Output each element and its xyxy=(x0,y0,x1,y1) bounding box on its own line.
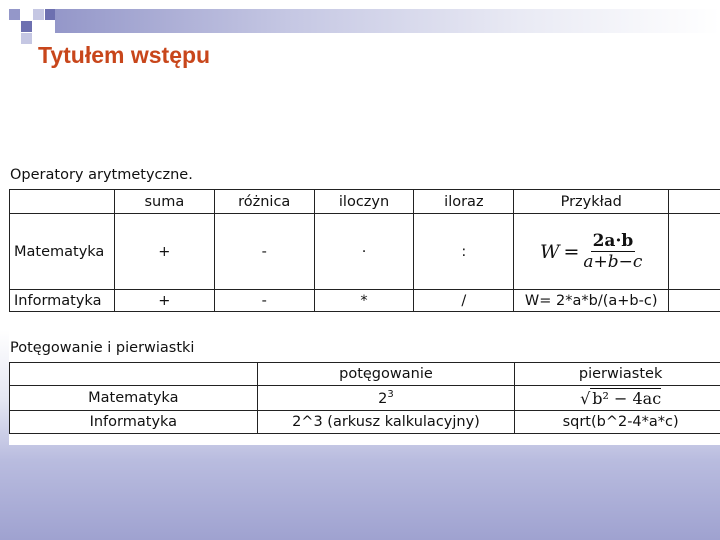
table-cell: - xyxy=(214,290,314,312)
formula-equals: = xyxy=(563,240,580,263)
table-header-cell: pierwiastek xyxy=(515,363,720,386)
table-cell: 2^3 (arkusz kalkulacyjny) xyxy=(257,411,515,434)
decorative-square xyxy=(21,21,32,32)
fraction-numerator: 2a·b xyxy=(592,231,634,251)
table-header-cell xyxy=(10,190,115,214)
row-label: Matematyka xyxy=(10,386,258,411)
decorative-square xyxy=(9,21,20,32)
table-header-cell: iloczyn xyxy=(314,190,414,214)
table-cell: + xyxy=(114,290,214,312)
decorative-square xyxy=(9,9,20,20)
table-cell: * xyxy=(314,290,414,312)
power-exponent: 3 xyxy=(387,389,394,401)
table-header-cell: potęgowanie xyxy=(257,363,515,386)
fraction-denominator: a+b−c xyxy=(583,252,643,272)
decorative-square xyxy=(33,21,44,32)
table-row xyxy=(10,214,720,290)
section-heading-operators: Operatory arytmetyczne. xyxy=(10,167,193,183)
power-base: 2 xyxy=(378,390,388,407)
table-header-cell: suma xyxy=(114,190,214,214)
decorative-square xyxy=(21,33,32,44)
sqrt-formula xyxy=(580,388,661,408)
title-bar-gradient xyxy=(55,9,720,33)
table-empty-cell xyxy=(669,214,720,290)
table-header-row xyxy=(10,363,720,386)
row-label: Matematyka xyxy=(10,214,115,290)
decorative-square xyxy=(21,9,32,20)
operators-table xyxy=(9,189,720,312)
fraction-formula xyxy=(540,231,642,272)
table-cell: + xyxy=(114,214,214,290)
slide-title: Tytułem wstępu xyxy=(38,42,211,68)
table-header-cell: różnica xyxy=(214,190,314,214)
sqrt-icon: √ xyxy=(580,388,591,408)
root-cell xyxy=(515,386,720,411)
table-cell: / xyxy=(414,290,514,312)
formula-lhs: W xyxy=(539,240,560,263)
sqrt-radicand: b² − 4ac xyxy=(592,388,662,408)
slide-content-image xyxy=(9,167,720,445)
formula-text-cell: W= 2*a*b/(a+b-c) xyxy=(514,290,669,312)
table-empty-cell xyxy=(669,190,720,214)
powers-table xyxy=(9,362,720,434)
decorative-square xyxy=(33,9,44,20)
section-heading-powers: Potęgowanie i pierwiastki xyxy=(10,340,195,356)
row-label: Informatyka xyxy=(10,290,115,312)
table-cell: · xyxy=(314,214,414,290)
table-empty-cell xyxy=(669,290,720,312)
table-row xyxy=(10,386,720,411)
power-cell xyxy=(257,386,515,411)
table-header-cell: Przykład xyxy=(514,190,669,214)
table-cell: - xyxy=(214,214,314,290)
table-row xyxy=(10,290,720,312)
table-row xyxy=(10,411,720,434)
table-header-row xyxy=(10,190,720,214)
table-header-cell xyxy=(10,363,258,386)
formula-cell xyxy=(514,214,669,290)
fraction xyxy=(583,231,642,272)
table-cell: sqrt(b^2-4*a*c) xyxy=(515,411,720,434)
table-cell: : xyxy=(414,214,514,290)
table-header-cell: iloraz xyxy=(414,190,514,214)
row-label: Informatyka xyxy=(10,411,258,434)
